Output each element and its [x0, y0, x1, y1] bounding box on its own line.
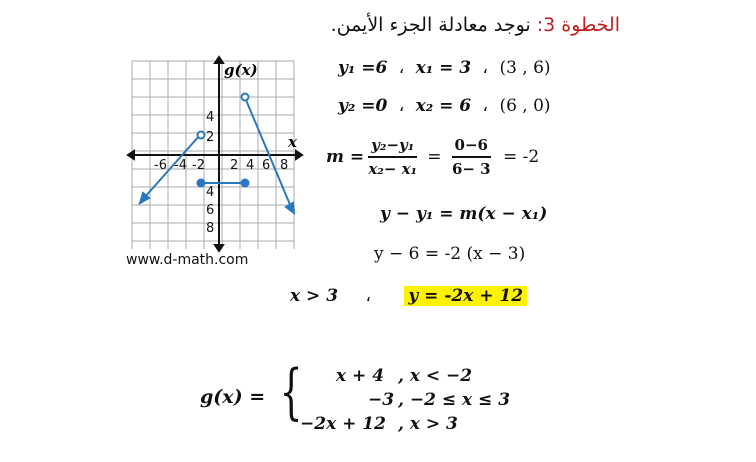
y-tick-label: 2: [206, 130, 215, 145]
graph-lines: [140, 94, 294, 214]
y2-value: y₂ =0: [338, 96, 388, 116]
final-equation: y = -2x + 12: [404, 286, 527, 306]
website-url: www.d-math.com: [126, 252, 249, 268]
case-condition: , x < −2: [398, 366, 473, 386]
y-tick-labels: [206, 110, 214, 236]
domain-condition-line: [290, 286, 527, 306]
slope-fraction-numeric: [452, 136, 491, 178]
domain-condition: x > 3: [290, 286, 339, 306]
slope-result: = -2: [503, 147, 540, 167]
right-ray: [246, 100, 291, 207]
x2-value: x₂ = 6: [415, 96, 472, 116]
left-ray-open-endpoint: [198, 132, 205, 139]
point-two: (6 , 0): [499, 96, 551, 116]
separator: ،: [482, 58, 489, 78]
fraction-numerator: 0−6: [452, 136, 491, 158]
case-condition: , −2 ≤ x ≤ 3: [398, 390, 511, 410]
x-tick-label: 6: [262, 158, 271, 173]
y-tick-label: 8: [206, 221, 215, 236]
middle-segment-endpoint: [198, 180, 205, 187]
right-ray-open-endpoint: [242, 94, 249, 101]
equals-sign: =: [427, 147, 442, 167]
step-description: نوجد معادلة الجزء الأيمن.: [330, 14, 531, 36]
case-expression: −2x + 12: [300, 414, 386, 434]
x-tick-label: -2: [192, 158, 205, 173]
slope-lhs: m =: [326, 147, 365, 167]
x-tick-label: -4: [174, 158, 187, 173]
step-label: الخطوة 3:: [536, 14, 620, 36]
middle-segment-endpoint: [242, 180, 249, 187]
x-tick-label: 4: [246, 158, 255, 173]
step-heading: [331, 14, 620, 36]
y1-value: y₁ =6: [338, 58, 388, 78]
x-axis-label: x: [288, 133, 297, 151]
point-one-line: [338, 58, 551, 78]
separator: ،: [398, 96, 405, 116]
y-tick-label: 4: [206, 110, 215, 125]
separator: ،: [365, 286, 371, 306]
point-one: (3 , 6): [499, 58, 551, 78]
case-expression: x + 4: [336, 366, 385, 386]
slope-formula: [326, 136, 539, 178]
left-brace: {: [279, 357, 303, 427]
x-tick-label: 2: [230, 158, 239, 173]
fraction-numerator: y₂−y₁: [368, 136, 417, 158]
point-slope-form: y − y₁ = m(x − x₁): [380, 204, 548, 224]
case-condition: , x > 3: [398, 414, 458, 434]
substituted-equation: y − 6 = -2 (x − 3): [374, 244, 526, 264]
graph-title: g(x): [224, 61, 258, 79]
fraction-denominator: 6− 3: [451, 160, 491, 178]
case-expression: −3: [368, 390, 395, 410]
y-tick-label: 4: [206, 185, 215, 200]
x1-value: x₁ = 3: [415, 58, 472, 78]
slope-fraction-symbolic: [368, 136, 417, 178]
x-tick-label: -6: [154, 158, 167, 173]
piecewise-label: g(x) =: [200, 386, 266, 408]
point-two-line: [338, 96, 551, 116]
function-graph: [126, 55, 306, 255]
fraction-denominator: x₂− x₁: [368, 160, 418, 178]
separator: ،: [398, 58, 405, 78]
separator: ،: [482, 96, 489, 116]
x-tick-label: 8: [280, 158, 289, 173]
y-tick-label: 6: [206, 203, 215, 218]
